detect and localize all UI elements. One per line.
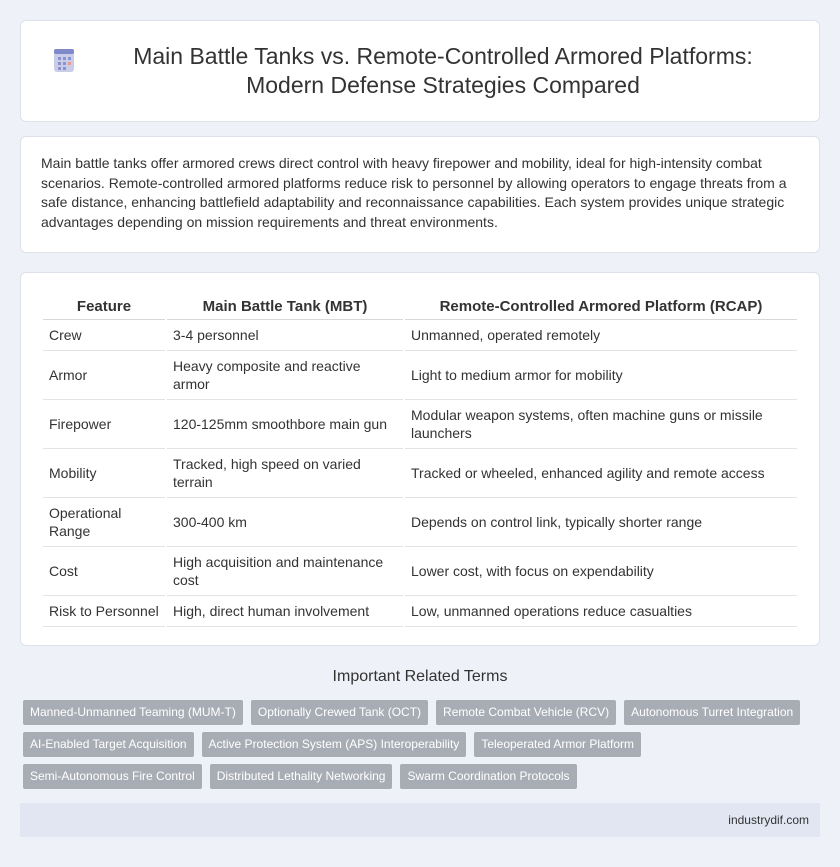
footer-site-link[interactable]: industrydif.com — [728, 813, 809, 827]
related-term-tag[interactable]: Remote Combat Vehicle (RCV) — [436, 700, 616, 725]
related-term-tag[interactable]: Distributed Lethality Networking — [210, 764, 393, 789]
table-row — [43, 399, 797, 448]
table-cell: Unmanned, operated remotely — [404, 319, 797, 350]
table-header-row — [43, 293, 797, 319]
table-row — [43, 546, 797, 595]
related-terms-list — [23, 700, 813, 796]
table-cell: Low, unmanned operations reduce casualties — [404, 595, 797, 626]
table-cell: Crew — [43, 319, 166, 350]
table-cell: High acquisition and maintenance cost — [166, 546, 404, 595]
comparison-table — [43, 293, 797, 627]
table-cell: 3-4 personnel — [166, 319, 404, 350]
footer — [20, 803, 820, 837]
table-cell: Firepower — [43, 399, 166, 448]
table-row — [43, 595, 797, 626]
comparison-card — [20, 272, 820, 646]
table-cell: 120-125mm smoothbore main gun — [166, 399, 404, 448]
header-feature: Feature — [43, 293, 166, 319]
table-cell: Lower cost, with focus on expendability — [404, 546, 797, 595]
table-cell: Mobility — [43, 448, 166, 497]
table-cell: Tracked, high speed on varied terrain — [166, 448, 404, 497]
table-row — [43, 350, 797, 399]
table-cell: Heavy composite and reactive armor — [166, 350, 404, 399]
table-cell: Operational Range — [43, 497, 166, 546]
related-term-tag[interactable]: Manned-Unmanned Teaming (MUM-T) — [23, 700, 243, 725]
title-card — [20, 20, 820, 122]
table-row — [43, 448, 797, 497]
related-term-tag[interactable]: Autonomous Turret Integration — [624, 700, 800, 725]
related-terms-heading: Important Related Terms — [332, 668, 508, 685]
table-cell: 300-400 km — [166, 497, 404, 546]
header-rcap: Remote-Controlled Armored Platform (RCAP) — [404, 293, 797, 319]
header-mbt: Main Battle Tank (MBT) — [166, 293, 404, 319]
intro-text: Main battle tanks offer armored crews direct control with heavy firepower and mobility, ideal for high-intensity combat scenarios. Remote-controlled armored platforms reduce risk to personnel by allowing operators to engage threats from a safe distance, enhancing battlefield adaptability and reconnaissance capabilities. Each system provides unique strategic advantages depending on mission requirements and threat environments. — [41, 155, 787, 230]
table-cell: High, direct human involvement — [166, 595, 404, 626]
table-row — [43, 319, 797, 350]
table-cell: Modular weapon systems, often machine guns or missile launchers — [404, 399, 797, 448]
table-cell: Depends on control link, typically shorter range — [404, 497, 797, 546]
intro-card — [20, 136, 820, 253]
table-cell: Armor — [43, 350, 166, 399]
table-row — [43, 497, 797, 546]
related-term-tag[interactable]: Semi-Autonomous Fire Control — [23, 764, 202, 789]
related-term-tag[interactable]: Swarm Coordination Protocols — [400, 764, 576, 789]
related-term-tag[interactable]: AI-Enabled Target Acquisition — [23, 732, 194, 757]
table-cell: Risk to Personnel — [43, 595, 166, 626]
table-cell: Light to medium armor for mobility — [404, 350, 797, 399]
document-icon — [51, 47, 77, 73]
page-title: Main Battle Tanks vs. Remote-Controlled Armored Platforms: Modern Defense Strategies Compared — [133, 43, 753, 98]
related-term-tag[interactable]: Active Protection System (APS) Interoperability — [202, 732, 467, 757]
related-term-tag[interactable]: Optionally Crewed Tank (OCT) — [251, 700, 428, 725]
table-cell: Cost — [43, 546, 166, 595]
related-term-tag[interactable]: Teleoperated Armor Platform — [474, 732, 641, 757]
table-cell: Tracked or wheeled, enhanced agility and remote access — [404, 448, 797, 497]
